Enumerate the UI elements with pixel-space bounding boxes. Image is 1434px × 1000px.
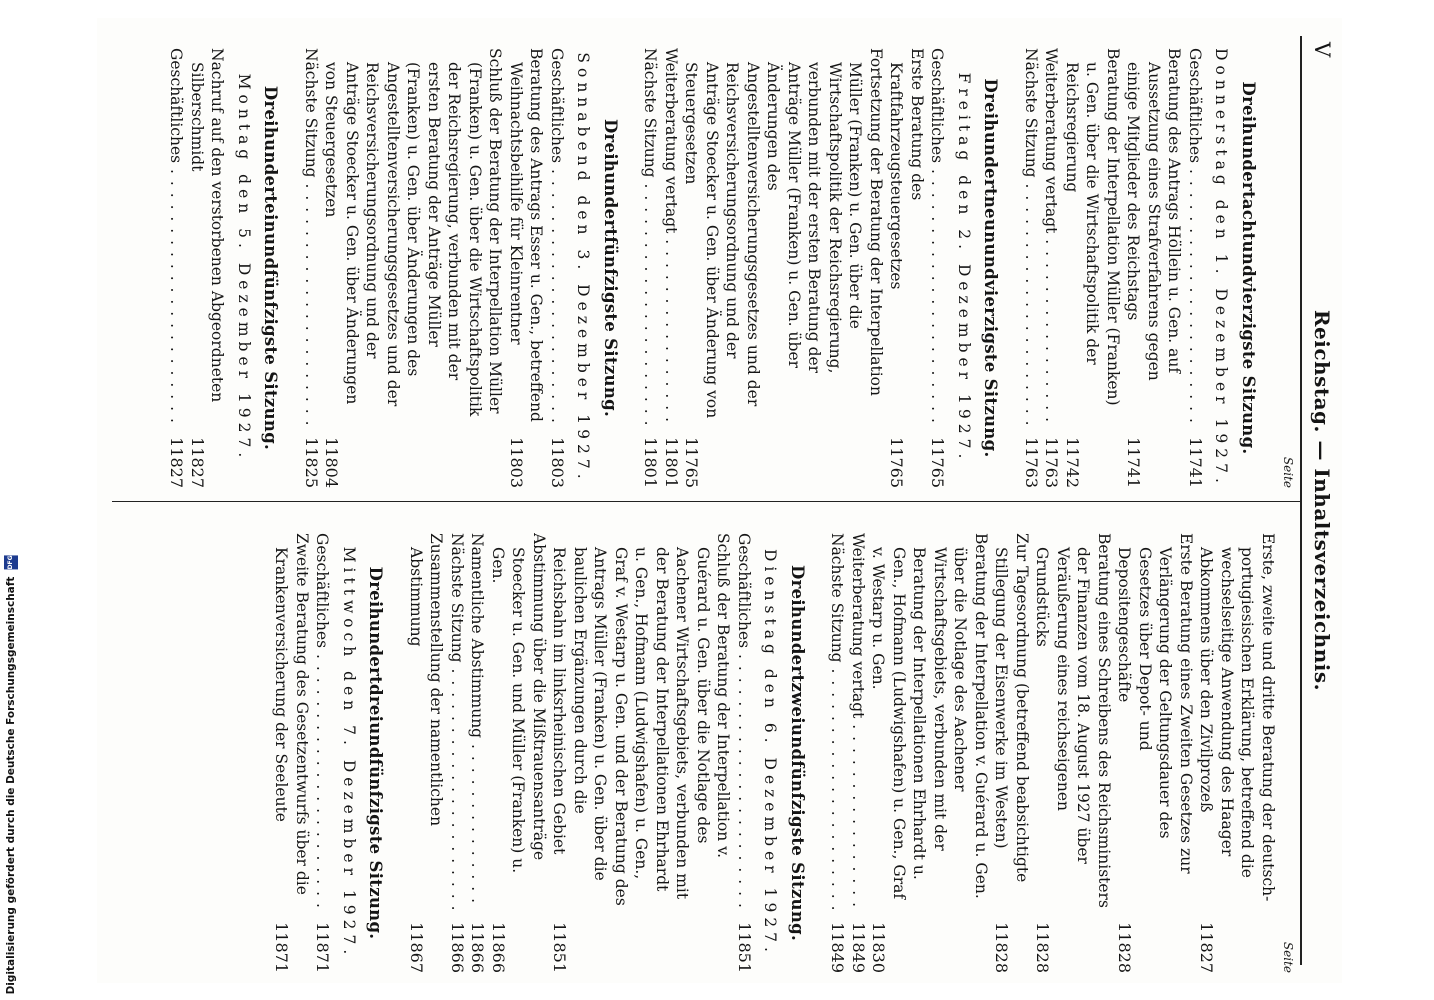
toc-entry [661, 48, 682, 488]
left-column [166, 48, 1298, 488]
session-date: Freitag den 2. Dezember 1927. [955, 72, 973, 464]
session-title: Dreihundertdreiundfünfzigste Sitzung. [366, 566, 386, 940]
toc-entry [1114, 533, 1196, 973]
toc-entry [312, 533, 333, 973]
session-section [301, 48, 621, 488]
toc-entry [506, 48, 547, 488]
entry-text: Erste Beratung eines Zweiten Gesetzes zur Verlängerung der Geltungsdauer des Gesetzes über Depot- und Depositengeschäfte [1115, 533, 1195, 874]
toc-entry [1041, 48, 1062, 488]
entry-text: Schluß der Beratung der Interpellation Müller (Franken) u. Gen. über die Wirtschaftspolitik der Reichsregierung, verbunden mit der ersten Beratung der Anträge Müller (Franken) u. Gen. über Änderungen des Angestelltenversicherungsgesetzes und der Reichsversicherungsordnung und der Anträge Stoecker u. Gen. über Änderungen von Steuergesetzen [322, 48, 505, 417]
entry-text: Zweite Beratung des Gesetzentwurfs über die Krankenversicherung der Seeleute [272, 533, 311, 895]
toc-entry [406, 533, 447, 973]
session-title: Dreihundertachtundvierzigste Sitzung. [1239, 81, 1258, 455]
toc-entry [991, 533, 1032, 973]
entry-page-number: 11851 [735, 922, 754, 973]
entry-text: Nachruf auf den verstorbenen Abgeordneten Silberschmidt [188, 48, 227, 403]
entry-text: Beratung des Antrags Höllein u. Gen. auf Aussetzung eines Strafverfahrens gegen einige Mitglieder des Reichstags [1124, 48, 1184, 381]
entry-page-number: 11804 [322, 437, 342, 488]
footer-text: Digitalisierung gefördert durch die Deutsche Forschungsgemeinschaft [5, 576, 17, 994]
entry-page-number: 11828 [1033, 922, 1053, 973]
entry-page-number: 11871 [272, 922, 292, 973]
entry-page-number: 11828 [1115, 922, 1135, 973]
entry-page-number: 11827 [167, 437, 187, 488]
entry-page-number: 11803 [507, 437, 526, 488]
entry-text: Beratung der Interpellation v. Guérard u. Gen. über die Notlage des Aachener Wirtschaftsgebiets, verbunden mit der Beratung der Interpellationen Ehrhardt u. Gen., Hofmann (Ludwigshafen) u. Gen., Graf v. Westarp u. Gen. [869, 533, 990, 900]
entry-text: Beratung der Interpellation Müller (Franken) u. Gen. über die Wirtschaftspolitik der Reichsregierung [1063, 48, 1122, 406]
right-column [271, 533, 1298, 973]
entry-page-number: 11871 [313, 922, 333, 973]
entry-text: Weiterberatung vertagt . . . [848, 533, 869, 909]
entry-page-number: 11867 [407, 922, 426, 973]
column-divider [112, 501, 1302, 502]
seite-label: Seite [1281, 456, 1295, 488]
entry-text: Beratung des Antrags Esser u. Gen., betreffend Weihnachtsbeihilfe für Kleinrentner [507, 48, 546, 422]
entry-text: Weiterberatung vertagt . . . [661, 48, 682, 424]
toc-entry [1021, 48, 1042, 488]
toc-entry [640, 48, 661, 488]
session-title: Dreihunderteinundfünfzigste Sitzung. [261, 85, 281, 451]
entry-text: Abstimmung über die Mißtrauensanträge Stoecker u. Gen. und Müller (Franken) u. Gen. [489, 533, 548, 874]
entry-page-number: 11866 [448, 922, 467, 973]
toc-entry [549, 533, 734, 973]
session-section [640, 48, 1001, 488]
entry-text: Fortsetzung der Beratung der Interpellation Müller (Franken) u. Gen. über die Wirtschaftspolitik der Reichsregierung, verbunden mit der ersten Beratung der Anträge Müller (Franken) u. Gen. über Änderungen des Angestelltenversicherungsgesetzes und der Reichsversicherungsordnung und der Anträge Stoecker u. Gen. über Änderung von Steuergesetzen [682, 48, 885, 419]
toc-entry [1123, 48, 1185, 488]
session-section [1021, 48, 1259, 488]
dfg-logo: DFG [4, 555, 18, 569]
entry-page-number: 11830 [869, 922, 889, 973]
session-date: Sonnabend den 3. Dezember 1927. [574, 52, 593, 484]
entry-page-number: 11741 [1124, 437, 1144, 488]
entry-page-number: 11765 [887, 437, 907, 488]
toc-entry [827, 533, 848, 973]
entry-text: Geschäftliches . . . [166, 48, 187, 424]
entry-page-number: 11866 [489, 922, 508, 973]
entry-text: Geschäftliches . . . [927, 48, 948, 424]
entry-text: Geschäftliches . . . [734, 533, 755, 909]
toc-entry [848, 533, 869, 973]
entry-text: Schluß der Beratung der Interpellation v. Guérard u. Gen. über die Notlage des Aachener Wirtschaftsgebiets, verbunden mit der Beratung der Interpellationen Ehrhardt u. Gen., Hofmann (Ludwigshafen) u. Gen., Graf v. Westarp u. Gen. und der Beratung des Antrags Müller (Franken) u. Gen. über die baulichen Ergänzungen durch die Reichsbahn im linksrheinischen Gebiet [550, 533, 733, 906]
toc-entry [321, 48, 506, 488]
entry-page-number: 11827 [188, 437, 207, 488]
running-title: Reichstag. — Inhaltsverzeichnis. [1310, 309, 1334, 692]
toc-entry [681, 48, 886, 488]
session-section [827, 533, 1278, 973]
toc-entry [547, 48, 568, 488]
entry-page-number: 11741 [1186, 437, 1205, 488]
session-section [406, 533, 808, 973]
entry-page-number: 11825 [302, 437, 321, 488]
entry-text: Erste, zweite und dritte Beratung der deutsch-portugiesischen Erklärung, betreffend die wechselseitige Anwendung des Haager Abkommens über den Zivilprozeß [1197, 533, 1277, 902]
entry-text: Weiterberatung vertagt . . . [1041, 48, 1062, 424]
entry-text: Geschäftliches . . . [547, 48, 568, 424]
entry-page-number: 11801 [662, 437, 681, 488]
entry-page-number: 11763 [1022, 437, 1041, 488]
entry-text: Nächste Sitzung . . . [1021, 48, 1042, 424]
footer-credit [4, 555, 18, 994]
entry-page-number: 11803 [548, 437, 567, 488]
toc-entry [886, 48, 927, 488]
toc-entry [301, 48, 322, 488]
toc-entry [734, 533, 755, 973]
toc-entry [1032, 533, 1114, 973]
page-number: V [1310, 42, 1334, 58]
entry-page-number: 11866 [468, 922, 488, 973]
toc-entry [927, 48, 948, 488]
entry-text: Beratung eines Schreibens des Reichsministers der Finanzen vom 18. August 1927 über Veräußerung eines reichseigenen Grundstücks [1033, 533, 1113, 908]
session-date: Montag den 5. Dezember 1927. [235, 73, 253, 463]
toc-entry [1062, 48, 1124, 488]
entry-page-number: 11849 [849, 922, 868, 973]
entry-page-number: 11765 [928, 437, 948, 488]
entry-page-number: 11742 [1063, 437, 1082, 488]
entry-text: Erste Beratung des Kraftfahrzeugsteuergesetzes [887, 48, 926, 290]
entry-page-number: 11765 [682, 437, 702, 488]
entry-page-number: 11827 [1197, 922, 1217, 973]
entry-page-number: 11828 [992, 922, 1012, 973]
entry-text: Namentliche Abstimmung . . . [467, 533, 488, 909]
toc-entry [447, 533, 468, 973]
entry-page-number: 11849 [828, 922, 848, 973]
toc-entry [467, 533, 488, 973]
session-date: Mittwoch den 7. Dezember 1927. [340, 546, 358, 960]
session-date: Dienstag den 6. Dezember 1927. [761, 549, 780, 957]
toc-entry [187, 48, 228, 488]
toc-entry [271, 533, 312, 973]
document-page [97, 18, 1342, 983]
entry-text: Nächste Sitzung . . . [301, 48, 322, 424]
session-title: Dreihundertzweiundfünfzigste Sitzung. [788, 564, 807, 942]
entry-text: Zusammenstellung der namentlichen Abstimmung [407, 533, 446, 827]
toc-entry [1185, 48, 1206, 488]
page-header [1304, 18, 1334, 983]
entry-page-number: 11763 [1042, 437, 1062, 488]
session-title: Dreihundertneunundvierzigste Sitzung. [981, 78, 1001, 458]
entry-text: Nächste Sitzung . . . [640, 48, 661, 424]
seite-label: Seite [1281, 941, 1295, 973]
entry-text: Nächste Sitzung . . . [827, 533, 848, 909]
toc-entry [488, 533, 550, 973]
session-section [166, 48, 281, 488]
session-section [271, 533, 386, 973]
entry-text: Nächste Sitzung . . . [447, 533, 468, 909]
entry-text: Geschäftliches . . . [1185, 48, 1206, 424]
toc-entry [868, 533, 991, 973]
entry-text: Geschäftliches . . . [312, 533, 333, 909]
entry-page-number: 11801 [641, 437, 661, 488]
toc-entry [166, 48, 187, 488]
entry-page-number: 11851 [550, 922, 570, 973]
session-date: Donnerstag den 1. Dezember 1927. [1212, 48, 1231, 488]
session-title: Dreihundertfünfzigste Sitzung. [601, 118, 620, 418]
toc-entry [1196, 533, 1278, 973]
entry-text: Zur Tagesordnung (betreffend beabsichtigte Stillegung der Eisenwerke im Westen) [992, 533, 1031, 883]
